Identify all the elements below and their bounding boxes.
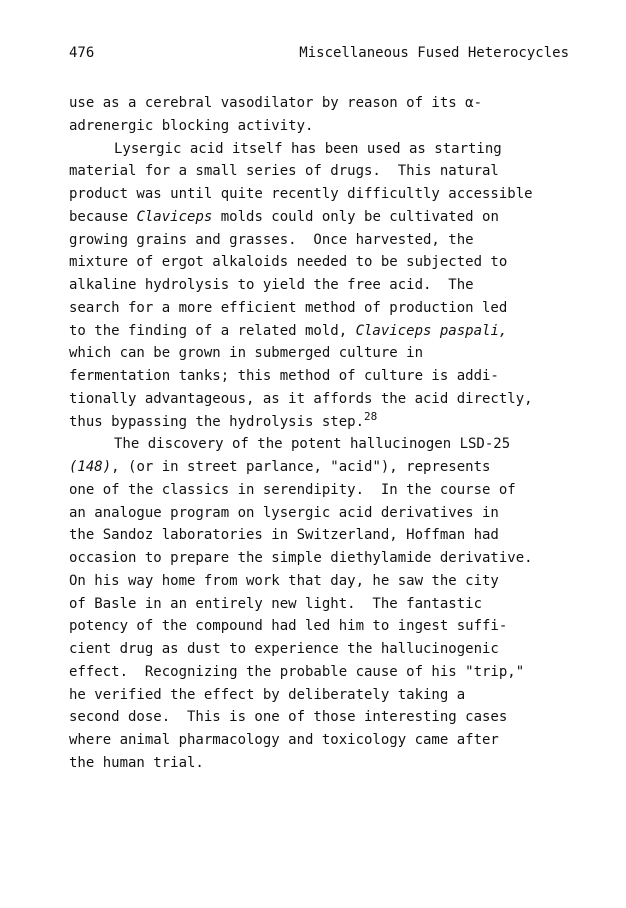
text-line: potency of the compound had led him to ingest suffi- (69, 618, 508, 635)
text-line (69, 206, 589, 229)
reference-superscript: 28 (364, 409, 378, 423)
text-line: effect. Recognizing the probable cause of his "trip," (69, 663, 525, 680)
text-fragment: thus bypassing the hydrolysis step. (69, 413, 365, 430)
text-line: an analogue program on lysergic acid derivatives in (69, 504, 499, 521)
text-line: mixture of ergot alkaloids needed to be subjected to (69, 254, 508, 271)
text-fragment: because (69, 208, 137, 225)
text-line: alkaline hydrolysis to yield the free acid. The (69, 277, 474, 293)
text-line: fermentation tanks; this method of culture is addi- (69, 368, 499, 384)
page-header (69, 43, 569, 63)
text-line: where animal pharmacology and toxicology came after (69, 732, 499, 748)
text-line: use as a cerebral vasodilator by reason of its α- (69, 95, 483, 111)
text-line: of Basle in an entirely new light. The fantastic (69, 595, 483, 612)
text-line: tionally advantageous, as it affords the acid directly, (69, 390, 533, 407)
text-line: he verified the effect by deliberately taking a (69, 686, 466, 703)
paragraph-1 (69, 92, 589, 138)
text-line: The discovery of the potent hallucinogen LSD-25 (114, 436, 511, 453)
text-line (69, 411, 589, 434)
text-line: one of the classics in serendipity. In the course of (69, 481, 516, 498)
text-line: the Sandoz laboratories in Switzerland, Hoffman had (69, 527, 499, 544)
text-fragment: to the finding of a related mold, (69, 322, 356, 339)
text-line: second dose. This is one of those interesting cases (69, 709, 508, 726)
text-line: adrenergic blocking activity. (69, 117, 314, 134)
paragraph-3 (69, 433, 589, 774)
text-line: product was until quite recently difficultly accessible (69, 186, 533, 202)
italic-species-name: Claviceps paspali, (355, 322, 508, 339)
text-fragment: molds could only be cultivated on (212, 208, 499, 225)
text-line (69, 456, 589, 479)
text-line: Lysergic acid itself has been used as starting (114, 140, 502, 157)
text-line: cient drug as dust to experience the hallucinogenic (69, 641, 499, 657)
italic-genus-name: Claviceps (136, 208, 213, 225)
text-line: material for a small series of drugs. This natural (69, 163, 499, 180)
text-line: search for a more efficient method of production led (69, 299, 508, 316)
text-line: which can be grown in submerged culture in (69, 345, 424, 362)
text-line: growing grains and grasses. Once harvested, the (69, 231, 474, 248)
text-line: the human trial. (69, 754, 204, 771)
running-title: Miscellaneous Fused Heterocycles (299, 45, 569, 61)
body-text (69, 92, 589, 775)
text-line: occasion to prepare the simple diethylamide derivative. (69, 550, 533, 566)
text-line (69, 320, 589, 343)
compound-number: (148) (69, 459, 112, 475)
page-number: 476 (69, 45, 95, 61)
text-line: On his way home from work that day, he saw the city (69, 572, 499, 589)
text-fragment: , (or in street parlance, "acid"), represents (111, 459, 491, 475)
paragraph-2 (69, 138, 589, 434)
